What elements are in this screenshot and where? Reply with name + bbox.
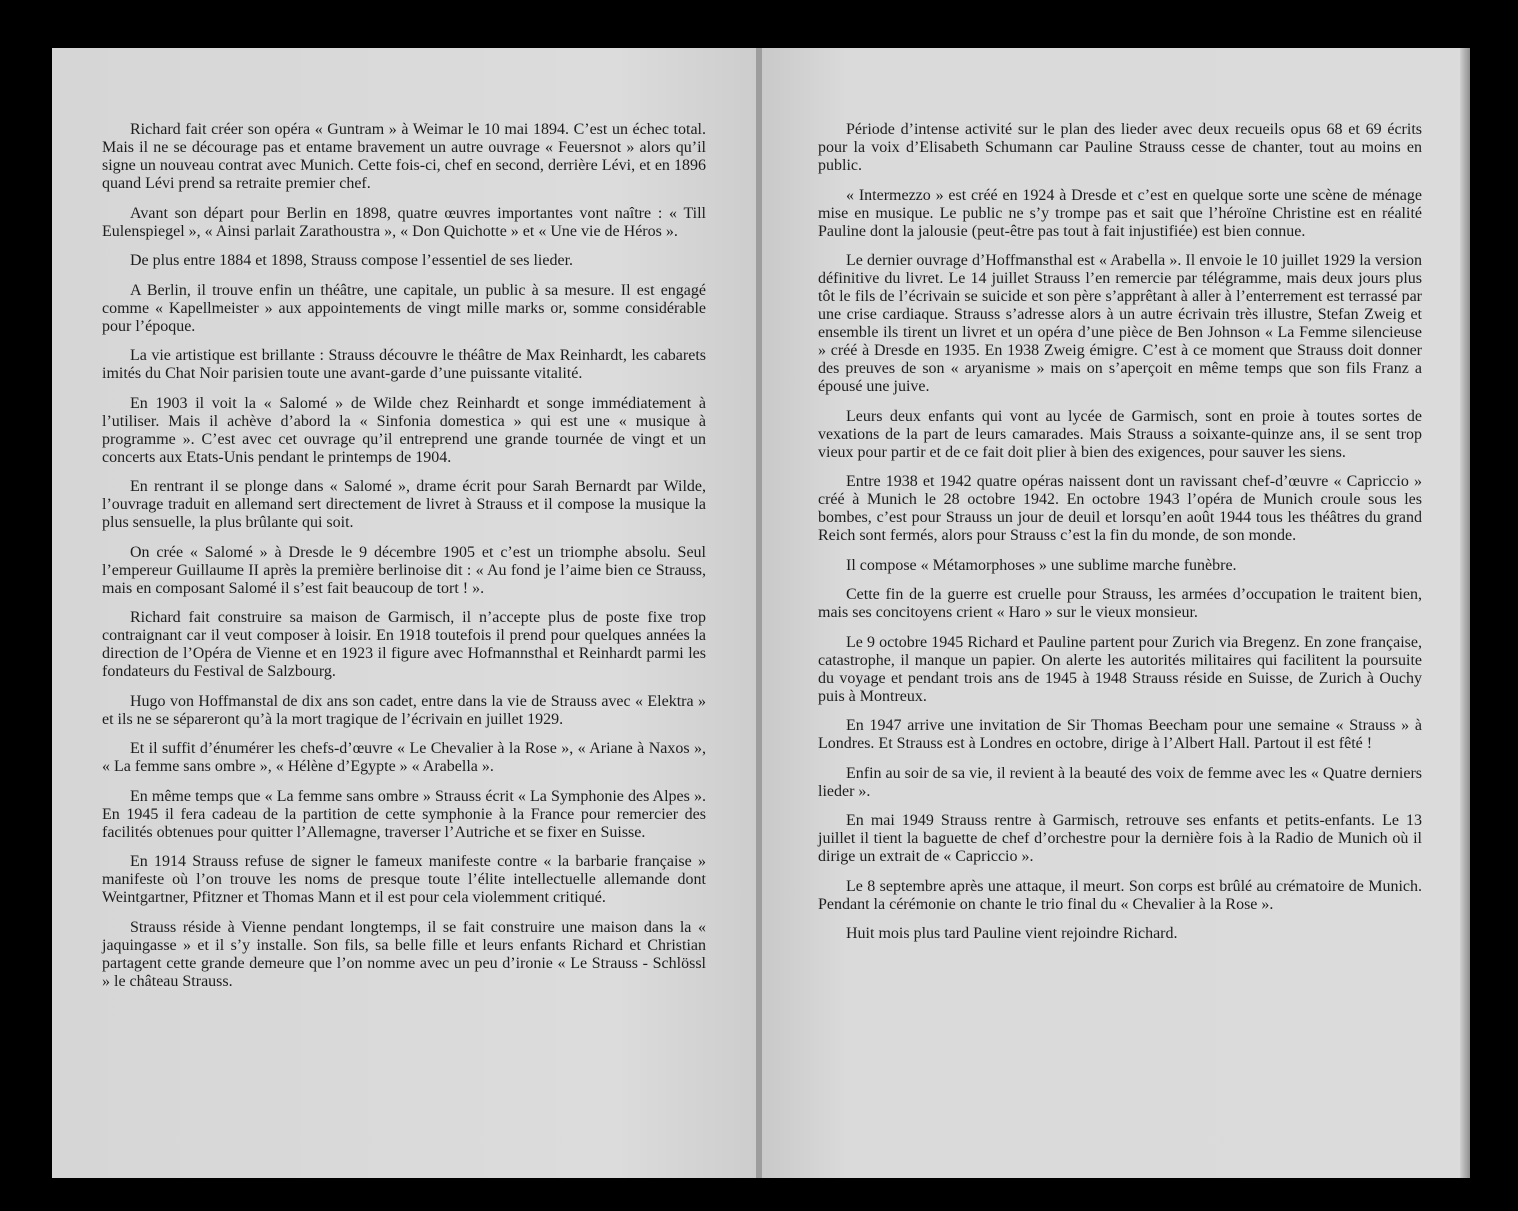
right-page-text	[818, 121, 1422, 955]
paragraph: Entre 1938 et 1942 quatre opéras naissent dont un ravissant chef-d’œuvre « Capriccio » créé à Munich le 28 octobre 1942. En octobre 1943 l’opéra de Munich croule sous les bombes, c’est pour Strauss un jour de deuil et lorsqu’en août 1944 tous les théâtres du grand Reich sont fermés, alors pour Strauss c’est la fin du monde, de son monde.	[818, 473, 1422, 544]
paragraph: En rentrant il se plonge dans « Salomé », drame écrit pour Sarah Bernardt par Wilde, l’ouvrage traduit en allemand sert directement de livret à Strauss et il compose la musique la plus sensuelle, la plus brûlante qui soit.	[102, 478, 706, 531]
paragraph: En 1914 Strauss refuse de signer le fameux manifeste contre « la barbarie française » manifeste où l’on trouve les noms de presque toute l’élite intellectuelle allemande dont Weintgartner, Pfitzner et Thomas Mann et il est pour cela violemment critiqué.	[102, 853, 706, 906]
paragraph: Cette fin de la guerre est cruelle pour Strauss, les armées d’occupation le traitent bien, mais ses concitoyens crient « Haro » sur le vieux monsieur.	[818, 586, 1422, 621]
paragraph: En même temps que « La femme sans ombre » Strauss écrit « La Symphonie des Alpes ». En 1945 il fera cadeau de la partition de cette symphonie à la France pour remercier des facilités obtenues pour quitter l’Allemagne, traverser l’Autriche et se fixer en Suisse.	[102, 787, 706, 841]
left-page-text	[102, 121, 706, 1002]
paragraph: Le dernier ouvrage d’Hoffmansthal est « Arabella ». Il envoie le 10 juillet 1929 la version définitive du livret. Le 14 juillet Strauss l’en remercie par télégramme, mais deux jours plus tôt le fils de l’écrivain se suicide et son père s’apprêtant à aller à l’enterrement est terrassé par une crise cardiaque. Strauss s’adresse alors à un autre écrivain très illustre, Stefan Zweig et ensemble ils tirent un livret et un opéra d’une pièce de Ben Johnson « La Femme silencieuse » créé à Dresde en 1935. En 1938 Zweig émigre. C’est à ce moment que Strauss doit donner des preuves de son « aryanisme » mais on s’aperçoit en même temps que son fils Franz a épousé une juive.	[818, 252, 1422, 395]
paragraph: Leurs deux enfants qui vont au lycée de Garmisch, sont en proie à toutes sortes de vexations de la part de leurs camarades. Mais Strauss a soixante-quinze ans, il se sent trop vieux pour partir et de ce fait doit plier à bien des exigences, pour sauver les siens.	[818, 407, 1422, 461]
paragraph: Richard fait construire sa maison de Garmisch, il n’accepte plus de poste fixe trop contraignant car il veut composer à loisir. En 1918 toutefois il prend pour quelques années la direction de l’Opéra de Vienne et en 1923 il figure avec Hofmannsthal et Reinhardt parmi les fondateurs du Festival de Salzbourg.	[102, 609, 706, 680]
paragraph: Enfin au soir de sa vie, il revient à la beauté des voix de femme avec les « Quatre derniers lieder ».	[818, 764, 1422, 800]
paragraph: Et il suffit d’énumérer les chefs-d’œuvre « Le Chevalier à la Rose », « Ariane à Naxos », « La femme sans ombre », « Hélène d’Egypte » « Arabella ».	[102, 740, 706, 775]
paragraph: Période d’intense activité sur le plan des lieder avec deux recueils opus 68 et 69 écrits pour la voix d’Elisabeth Schumann car Pauline Strauss cesse de chanter, tout au moins en public.	[818, 121, 1422, 174]
paragraph: Le 9 octobre 1945 Richard et Pauline partent pour Zurich via Bregenz. En zone française, catastrophe, il manque un papier. On alerte les autorités militaires qui facilitent la poursuite du voyage et pendant trois ans de 1945 à 1948 Strauss réside en Suisse, de Zurich à Ouchy puis à Montreux.	[818, 633, 1422, 705]
paragraph: Richard fait créer son opéra « Guntram » à Weimar le 10 mai 1894. C’est un échec total. Mais il ne se décourage pas et entame bravement un autre ouvrage « Feuersnot » alors qu’il signe un nouveau contrat avec Munich. Cette fois-ci, chef en second, derrière Lévi, et en 1896 quand Lévi prend sa retraite premier chef.	[102, 121, 706, 192]
paragraph: A Berlin, il trouve enfin un théâtre, une capitale, un public à sa mesure. Il est engagé comme « Kapellmeister » aux appointements de vingt mille marks or, somme considérable pour l’époque.	[102, 281, 706, 335]
paragraph: En mai 1949 Strauss rentre à Garmisch, retrouve ses enfants et petits-enfants. Le 13 juillet il tient la baguette de chef d’orchestre pour la dernière fois à la Radio de Munich où il dirige un extrait de « Capriccio ».	[818, 812, 1422, 865]
paragraph: Huit mois plus tard Pauline vient rejoindre Richard.	[846, 925, 1178, 942]
right-page	[762, 48, 1470, 1178]
paragraph: En 1947 arrive une invitation de Sir Thomas Beecham pour une semaine « Strauss » à Londres. Et Strauss est à Londres en octobre, dirige à l’Albert Hall. Partout il est fêté !	[818, 717, 1422, 752]
left-page	[52, 48, 756, 1178]
paragraph: Il compose « Métamorphoses » une sublime marche funèbre.	[846, 556, 1237, 574]
paragraph: Hugo von Hoffmanstal de dix ans son cadet, entre dans la vie de Strauss avec « Elektra » et ils ne se sépareront qu’à la mort tragique de l’écrivain en juillet 1929.	[102, 692, 706, 728]
paragraph: On crée « Salomé » à Dresde le 9 décembre 1905 et c’est un triomphe absolu. Seul l’empereur Guillaume II après la première berlinoise dit : « Au fond je l’aime bien ce Strauss, mais en composant Salomé il s’est fait beaucoup de tort ! ».	[102, 543, 706, 597]
paragraph: Avant son départ pour Berlin en 1898, quatre œuvres importantes vont naître : « Till Eulenspiegel », « Ainsi parlait Zarathoustra », « Don Quichotte » et « Une vie de Héros ».	[102, 204, 706, 240]
paragraph: La vie artistique est brillante : Strauss découvre le théâtre de Max Reinhardt, les cabarets imités du Chat Noir parisien toute une avant-garde d’une puissante vitalité.	[102, 347, 706, 382]
paragraph: Strauss réside à Vienne pendant longtemps, il se fait construire une maison dans la « jaquingasse » et il s’y installe. Son fils, sa belle fille et leurs enfants Richard et Christian partagent cette grande demeure que l’on nomme avec un peu d’ironie « Le Strauss - Schlössl » le château Strauss.	[102, 918, 706, 990]
paragraph: « Intermezzo » est créé en 1924 à Dresde et c’est en quelque sorte une scène de ménage mise en musique. Le public ne s’y trompe pas et sait que l’héroïne Christine est en réalité Pauline dont la jalousie (peut-être pas tout à fait injustifiée) est bien connue.	[818, 186, 1422, 240]
book-spread	[52, 48, 1470, 1178]
paragraph: En 1903 il voit la « Salomé » de Wilde chez Reinhardt et songe immédiatement à l’utiliser. Mais il achève d’abord la « Sinfonia domestica » qui est une « musique à programme ». C’est avec cet ouvrage qu’il entreprend une grande tournée de vingt et un concerts aux Etats-Unis pendant le printemps de 1904.	[102, 394, 706, 466]
page-edge	[1460, 48, 1470, 1178]
paragraph: Le 8 septembre après une attaque, il meurt. Son corps est brûlé au crématoire de Munich. Pendant la cérémonie on chante le trio final du « Chevalier à la Rose ».	[818, 877, 1422, 913]
paragraph: De plus entre 1884 et 1898, Strauss compose l’essentiel de ses lieder.	[130, 252, 574, 269]
